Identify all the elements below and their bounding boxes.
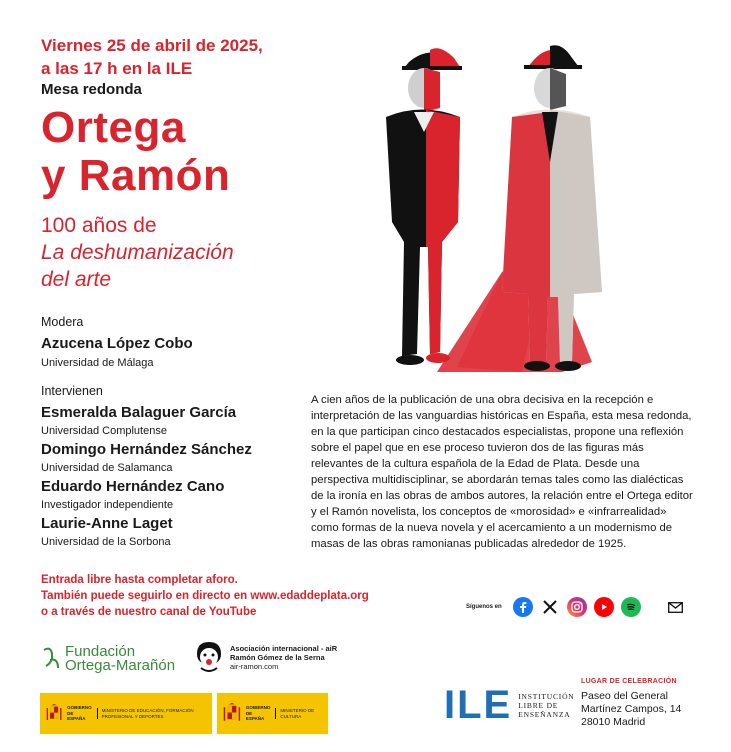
fundacion-ortega-maranon-logo: Fundación Ortega-Marañón — [40, 645, 175, 673]
venue-info: LUGAR DE CELEBRACIÓN Paseo del General Martínez Campos, 14 28010 Madrid — [581, 678, 682, 728]
access-notice: Entrada libre hasta completar aforo. También puede seguirlo en directo en www.edaddeplata.org o a través de nuestro canal de YouTube — [41, 574, 369, 618]
youtube-channel-link[interactable]: o a través de nuestro canal de YouTube — [41, 606, 257, 618]
edaddeplata-link[interactable]: También puede seguirlo en directo en www.edaddeplata.org — [41, 590, 369, 602]
ile-mark: ILE — [444, 683, 513, 727]
spain-coat-of-arms-icon — [223, 699, 241, 729]
gov-culture-logo: GOBIERNO DE ESPAÑA MINISTERIO DE CULTURA — [217, 693, 328, 734]
air-ramon-caricature-icon — [193, 640, 225, 674]
speaker-item — [41, 439, 341, 476]
spotify-icon[interactable] — [621, 597, 641, 617]
event-description: A cien años de la publicación de una obra decisiva en la recepción e interpretación de las vanguardias históricas en España, esta mesa redonda, en la que participan cinco destacados especialistas, propone una reflexión sobre el papel que en ese proceso tuvieron dos de las figuras más relevantes de la cultura española de la Edad de Plata. Desde una perspectiva multidisciplinar, se abordarán temas tales como las dialécticas de la ironía en las obras de ambos autores, la relación entre el Ortega editor y el Ramón novelista, los conceptos de «morosidad» e «infrarrealidad» como formas de la nueva novela y el acercamiento a un modernismo de masas de las obras ramonianas publicadas alrededor de 1925. — [311, 394, 693, 550]
left-figure — [386, 48, 462, 365]
social-links — [466, 597, 686, 617]
participants — [41, 314, 341, 550]
gov-education-logo: GOBIERNO DE ESPAÑA MINISTERIO DE EDUCACIÓN, FORMACIÓN PROFESIONAL Y DEPORTES — [40, 693, 212, 734]
follow-label: Síguenos en — [466, 604, 502, 610]
speaker-item — [41, 476, 341, 513]
moderator-name: Azucena López Cobo — [41, 335, 193, 352]
speaker-affiliation: Investigador independiente — [41, 499, 174, 511]
air-ramon-link[interactable]: air-ramon.com — [230, 661, 279, 671]
speaker-name: Domingo Hernández Sánchez — [41, 441, 252, 458]
moderator-label: Modera — [41, 315, 84, 329]
venue-header: LUGAR DE CELEBRACIÓN — [581, 678, 677, 685]
speaker-affiliation: Universidad de la Sorbona — [41, 536, 171, 548]
speaker-name: Esmeralda Balaguer García — [41, 404, 237, 421]
event-format: Mesa redonda — [41, 81, 142, 98]
speaker-item — [41, 513, 341, 550]
fundacion-emblem-icon — [40, 646, 62, 672]
youtube-icon[interactable] — [594, 597, 614, 617]
speaker-affiliation: Universidad Complutense — [41, 425, 167, 437]
speaker-item — [41, 402, 341, 439]
air-ramon-logo: Asociación internacional - aiR Ramón Gómez de la Serna air-ramon.com — [193, 640, 337, 674]
ortega-ramon-illustration — [362, 22, 632, 392]
facebook-icon[interactable] — [513, 597, 533, 617]
event-subtitle: 100 años de La deshumanización del arte — [41, 214, 234, 291]
speaker-name: Eduardo Hernández Cano — [41, 478, 225, 495]
speakers-label: Intervienen — [41, 384, 103, 398]
moderator-affiliation: Universidad de Málaga — [41, 357, 154, 369]
x-twitter-icon[interactable] — [540, 597, 560, 617]
instagram-icon[interactable] — [567, 597, 587, 617]
event-title: Ortega y Ramón — [41, 103, 231, 200]
speaker-affiliation: Universidad de Salamanca — [41, 462, 173, 474]
event-date: Viernes 25 de abril de 2025, a las 17 h en la ILE — [41, 36, 263, 78]
speaker-name: Laurie-Anne Laget — [41, 515, 173, 532]
ile-logo: ILE INSTITUCIÓN LIBRE DE ENSEÑANZA — [444, 683, 575, 727]
email-icon[interactable] — [666, 597, 686, 617]
spain-coat-of-arms-icon — [46, 699, 62, 729]
